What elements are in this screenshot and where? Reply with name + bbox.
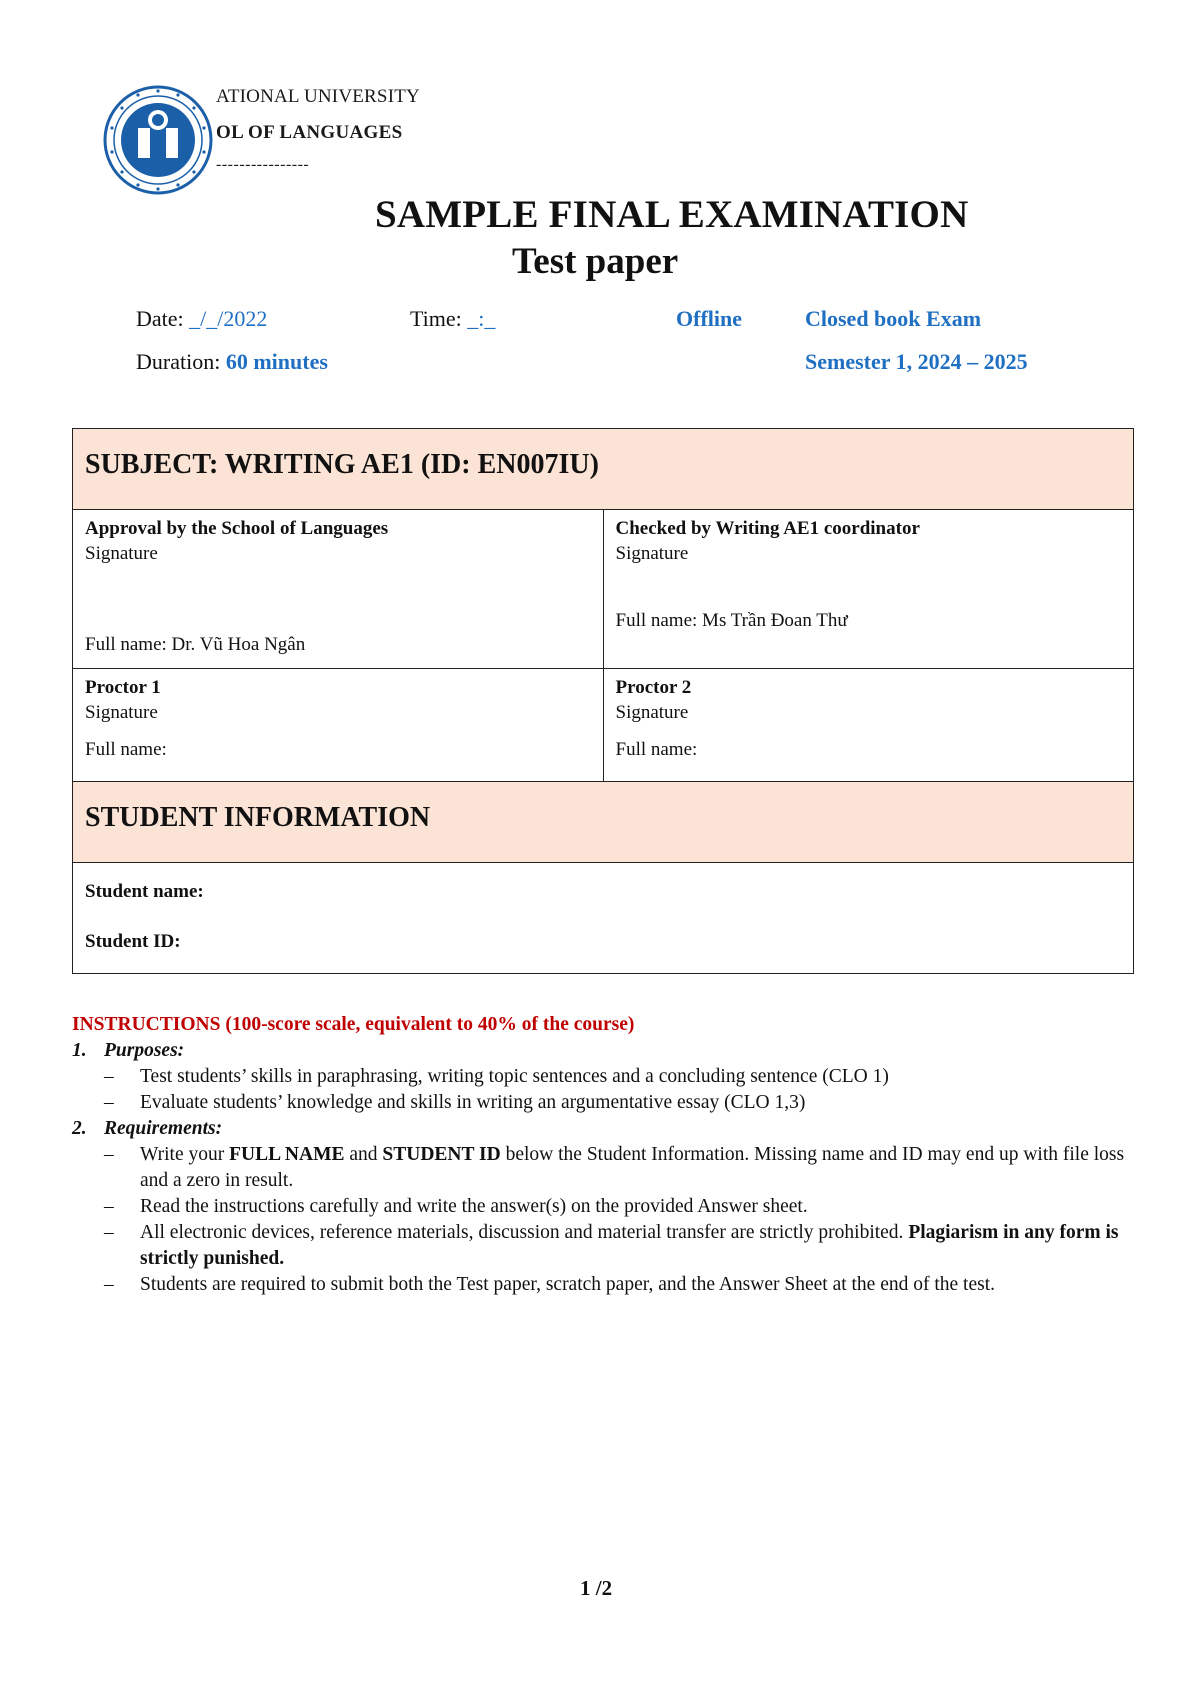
proctor2-title: Proctor 2 [615, 677, 692, 698]
proctor1-title: Proctor 1 [85, 677, 161, 698]
semester: Semester 1, 2024 – 2025 [805, 349, 1028, 374]
checked-full-name: Full name: Ms Trần Đoan Thư [615, 610, 848, 631]
req1-text-c: and [344, 1144, 383, 1165]
exam-mode: Offline [676, 306, 742, 331]
list-item [72, 1142, 1152, 1194]
list-item [72, 1272, 1152, 1298]
school-name: OL OF LANGUAGES [216, 122, 403, 143]
list-item [72, 1064, 1152, 1090]
university-logo-icon [102, 84, 214, 196]
university-name: ATIONAL UNIVERSITY [216, 86, 420, 107]
list-item [72, 1220, 1152, 1272]
item1-number: 1. [72, 1040, 87, 1061]
student-info-row [73, 781, 1133, 862]
req1-student-id: STUDENT ID [382, 1144, 501, 1165]
exam-duration [136, 349, 328, 375]
exam-date [136, 306, 267, 332]
proctor2-signature: Signature [615, 702, 689, 723]
page-title: SAMPLE FINAL EXAMINATION [375, 193, 969, 236]
dash-bullet: – [104, 1066, 114, 1087]
student-fields-row [73, 862, 1133, 973]
checked-signature: Signature [615, 543, 689, 564]
approval-title: Approval by the School of Languages [85, 518, 389, 539]
student-name-field: Student name: [85, 881, 204, 902]
date-value: _/_/2022 [189, 306, 268, 331]
proctor2-cell [603, 669, 1134, 781]
time-label: Time: [410, 306, 468, 331]
page-subtitle: Test paper [512, 241, 679, 282]
date-label: Date: [136, 306, 190, 331]
instructions [72, 1012, 1152, 1298]
approval-row [73, 509, 1133, 668]
req1-full-name: FULL NAME [229, 1144, 345, 1165]
duration-value: 60 minutes [225, 349, 328, 374]
requirement-1 [140, 1142, 1152, 1194]
requirements-item [72, 1116, 1152, 1142]
exam-info-table [72, 428, 1134, 974]
req1-text-a: Write your [140, 1144, 230, 1165]
header-divider: ---------------- [216, 156, 310, 173]
subject-heading: SUBJECT: WRITING AE1 (ID: EN007IU) [73, 429, 1133, 509]
purposes-item [72, 1038, 1152, 1064]
dash-bullet: – [104, 1092, 114, 1113]
purposes-title: Purposes: [104, 1040, 185, 1061]
instructions-heading: INSTRUCTIONS (100-score scale, equivalent to 40% of the course) [72, 1014, 635, 1035]
req3-text-a: All electronic devices, reference materials, discussion and material transfer are strictly prohibited. [140, 1222, 909, 1243]
req1-text-e: below the Student Information. Missing name and ID may end up with file loss and a zero in result. [140, 1144, 1125, 1191]
requirements-title: Requirements: [104, 1118, 223, 1139]
requirement-2: Read the instructions carefully and write the answer(s) on the provided Answer sheet. [140, 1196, 808, 1217]
approval-signature: Signature [85, 543, 158, 564]
requirement-4: Students are required to submit both the Test paper, scratch paper, and the Answer Sheet at the end of the test. [140, 1274, 996, 1295]
subject-row [73, 429, 1133, 509]
item2-number: 2. [72, 1118, 87, 1139]
page-number: 1 /2 [580, 1576, 613, 1600]
exam-type: Closed book Exam [805, 306, 982, 331]
proctor1-cell [73, 669, 603, 781]
checked-title: Checked by Writing AE1 coordinator [615, 518, 920, 539]
proctor2-full-name: Full name: [615, 739, 698, 760]
dash-bullet: – [104, 1196, 114, 1217]
checked-cell [603, 510, 1134, 668]
purpose-1: Test students’ skills in paraphrasing, writing topic sentences and a concluding sentence (CLO 1) [140, 1066, 889, 1087]
approval-cell [73, 510, 603, 668]
requirement-3 [140, 1220, 1152, 1272]
duration-label: Duration: [136, 349, 226, 374]
proctor-row [73, 668, 1133, 781]
exam-time [410, 306, 495, 332]
student-id-field: Student ID: [85, 931, 181, 952]
req3-plagiarism: Plagiarism in any form is strictly punished. [140, 1222, 1119, 1269]
student-fields-cell [73, 863, 1133, 973]
purpose-2: Evaluate students’ knowledge and skills in writing an argumentative essay (CLO 1,3) [140, 1092, 806, 1113]
dash-bullet: – [104, 1222, 114, 1243]
dash-bullet: – [104, 1144, 114, 1165]
list-item [72, 1090, 1152, 1116]
student-info-heading: STUDENT INFORMATION [73, 782, 1133, 862]
list-item [72, 1194, 1152, 1220]
proctor1-signature: Signature [85, 702, 158, 723]
proctor1-full-name: Full name: [85, 739, 167, 760]
approval-full-name: Full name: Dr. Vũ Hoa Ngân [85, 634, 306, 655]
dash-bullet: – [104, 1274, 114, 1295]
time-value: _:_ [467, 306, 496, 331]
